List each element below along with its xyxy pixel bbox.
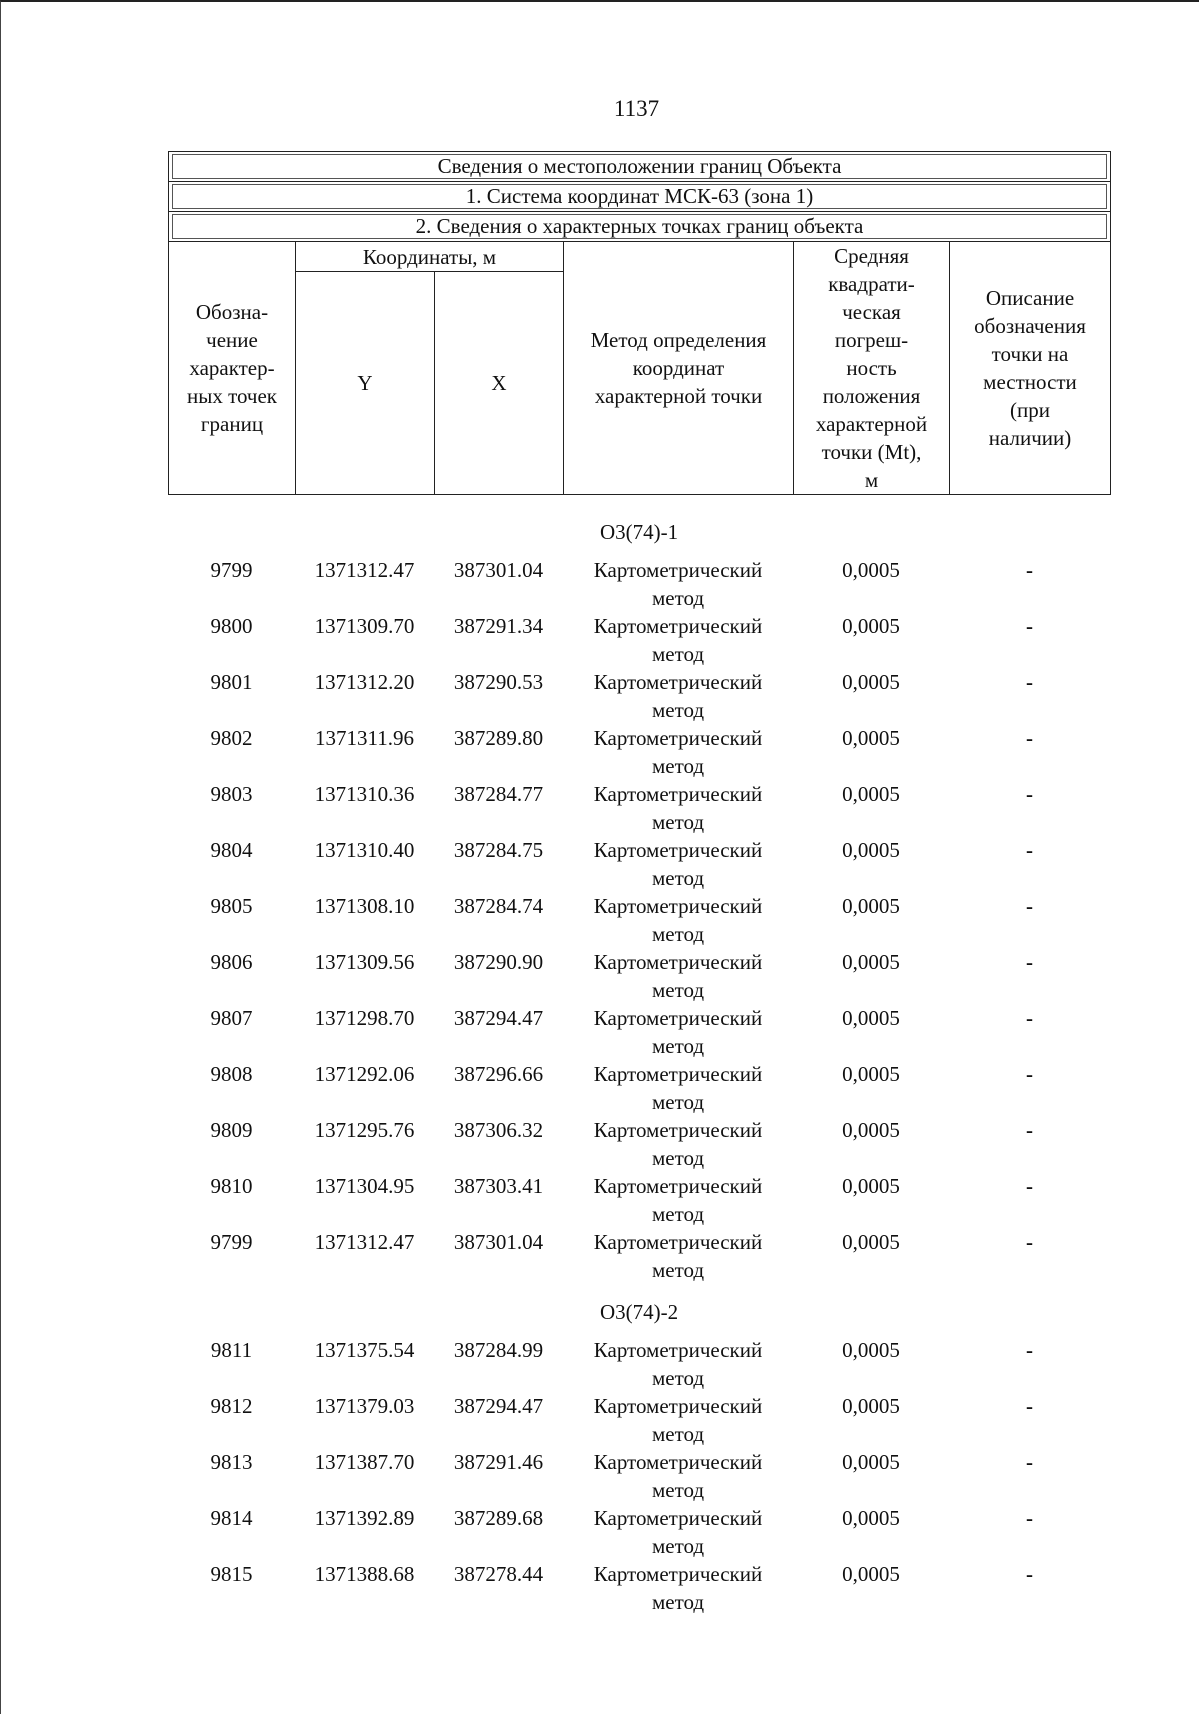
y-coordinate-cell: 1371312.47 (314, 558, 415, 582)
description-cell: - (1026, 950, 1034, 974)
y-coordinate-cell: 1371309.70 (314, 614, 415, 638)
error-cell: 0,0005 (842, 614, 900, 638)
y-coordinate-cell: 1371308.10 (314, 894, 415, 918)
error-cell: 0,0005 (842, 894, 900, 918)
y-coordinate-cell: 1371311.96 (315, 726, 414, 750)
point-id-cell: 9801 (210, 670, 253, 694)
x-coordinate-cell: 387289.80 (453, 726, 544, 750)
y-coordinate-cell: 1371309.56 (314, 950, 415, 974)
table-row (168, 1116, 1110, 1172)
description-cell: - (1026, 670, 1034, 694)
method-cell: Картометрический метод (593, 1174, 763, 1226)
x-coordinate-cell: 387294.47 (453, 1394, 544, 1418)
error-cell: 0,0005 (842, 1118, 900, 1142)
error-cell: 0,0005 (842, 1230, 900, 1254)
description-cell: - (1026, 1394, 1034, 1418)
table-row (168, 1336, 1110, 1392)
description-cell: - (1026, 1174, 1034, 1198)
table-row (168, 1060, 1110, 1116)
method-cell: Картометрический метод (593, 1394, 763, 1446)
section-title: О3(74)-1 (599, 520, 679, 544)
y-coordinate-cell: 1371375.54 (314, 1338, 415, 1362)
column-header-method: Метод определения координат характерной точки (564, 242, 794, 495)
x-coordinate-cell: 387291.34 (453, 614, 544, 638)
point-id-cell: 9815 (210, 1562, 253, 1586)
header-title-1: Сведения о местоположении границ Объекта (172, 154, 1107, 179)
table-row (168, 556, 1110, 612)
point-id-cell: 9800 (210, 614, 253, 638)
x-coordinate-cell: 387296.66 (453, 1062, 544, 1086)
description-cell: - (1026, 894, 1034, 918)
description-cell: - (1026, 558, 1034, 582)
error-cell: 0,0005 (842, 838, 900, 862)
x-coordinate-cell: 387306.32 (453, 1118, 544, 1142)
point-id-cell: 9803 (210, 782, 253, 806)
method-cell: Картометрический метод (593, 894, 763, 946)
table-row (168, 1560, 1110, 1616)
description-cell: - (1026, 1338, 1034, 1362)
error-cell: 0,0005 (842, 1006, 900, 1030)
error-cell: 0,0005 (842, 558, 900, 582)
points-table (168, 508, 1110, 1616)
point-id-cell: 9812 (210, 1394, 253, 1418)
section-row (168, 508, 1110, 556)
method-cell: Картометрический метод (593, 1562, 763, 1614)
x-coordinate-cell: 387284.99 (453, 1338, 544, 1362)
point-id-cell: 9807 (210, 1006, 253, 1030)
description-cell: - (1026, 782, 1034, 806)
method-cell: Картометрический метод (593, 1230, 763, 1282)
description-cell: - (1026, 1450, 1034, 1474)
point-id-cell: 9802 (210, 726, 253, 750)
header-title-3: 2. Сведения о характерных точках границ объекта (172, 214, 1107, 239)
point-id-cell: 9814 (210, 1506, 253, 1530)
table-row (168, 948, 1110, 1004)
method-cell: Картометрический метод (593, 1506, 763, 1558)
point-id-cell: 9806 (210, 950, 253, 974)
method-cell: Картометрический метод (593, 670, 763, 722)
table-row (168, 1392, 1110, 1448)
error-cell: 0,0005 (842, 1562, 900, 1586)
error-cell: 0,0005 (842, 1174, 900, 1198)
method-cell: Картометрический метод (593, 614, 763, 666)
table-row (168, 780, 1110, 836)
column-header-designation: Обозна- чение характер- ных точек границ (169, 242, 296, 495)
y-coordinate-cell: 1371387.70 (314, 1450, 415, 1474)
description-cell: - (1026, 1006, 1034, 1030)
method-cell: Картометрический метод (593, 726, 763, 778)
error-cell: 0,0005 (842, 1394, 900, 1418)
header-title-2: 1. Система координат МСК-63 (зона 1) (172, 184, 1107, 209)
header-table (168, 151, 1111, 495)
method-cell: Картометрический метод (593, 1450, 763, 1502)
error-cell: 0,0005 (842, 1338, 900, 1362)
y-coordinate-cell: 1371392.89 (314, 1506, 415, 1530)
table-row (168, 724, 1110, 780)
table-row (168, 1504, 1110, 1560)
point-id-cell: 9809 (210, 1118, 253, 1142)
point-id-cell: 9810 (210, 1174, 253, 1198)
table-row (168, 892, 1110, 948)
table-row (168, 612, 1110, 668)
method-cell: Картометрический метод (593, 1006, 763, 1058)
error-cell: 0,0005 (842, 1450, 900, 1474)
table-row (168, 1228, 1110, 1284)
x-coordinate-cell: 387290.90 (453, 950, 544, 974)
x-coordinate-cell: 387303.41 (453, 1174, 544, 1198)
x-coordinate-cell: 387284.74 (453, 894, 544, 918)
x-coordinate-cell: 387301.04 (453, 1230, 544, 1254)
x-coordinate-cell: 387301.04 (453, 558, 544, 582)
column-header-description: Описание обозначения точки на местности (при наличии) (950, 242, 1111, 495)
y-coordinate-cell: 1371292.06 (314, 1062, 415, 1086)
error-cell: 0,0005 (842, 782, 900, 806)
table-row (168, 1172, 1110, 1228)
method-cell: Картометрический метод (593, 782, 763, 834)
method-cell: Картометрический метод (593, 838, 763, 890)
column-header-y: Y (296, 272, 435, 495)
error-cell: 0,0005 (842, 1062, 900, 1086)
point-id-cell: 9805 (210, 894, 253, 918)
error-cell: 0,0005 (842, 950, 900, 974)
description-cell: - (1026, 1118, 1034, 1142)
error-cell: 0,0005 (842, 726, 900, 750)
y-coordinate-cell: 1371312.20 (314, 670, 415, 694)
description-cell: - (1026, 1506, 1034, 1530)
point-id-cell: 9799 (210, 558, 253, 582)
method-cell: Картометрический метод (593, 1118, 763, 1170)
section-title: О3(74)-2 (599, 1300, 679, 1324)
x-coordinate-cell: 387291.46 (453, 1450, 544, 1474)
point-id-cell: 9804 (210, 838, 253, 862)
column-header-x: X (435, 272, 564, 495)
point-id-cell: 9799 (210, 1230, 253, 1254)
x-coordinate-cell: 387290.53 (453, 670, 544, 694)
point-id-cell: 9813 (210, 1450, 253, 1474)
section-row (168, 1284, 1110, 1336)
x-coordinate-cell: 387294.47 (453, 1006, 544, 1030)
table-row (168, 1004, 1110, 1060)
table-row (168, 668, 1110, 724)
y-coordinate-cell: 1371310.40 (314, 838, 415, 862)
table-row (168, 836, 1110, 892)
error-cell: 0,0005 (842, 670, 900, 694)
description-cell: - (1026, 1230, 1034, 1254)
y-coordinate-cell: 1371388.68 (314, 1562, 415, 1586)
column-header-coordinates: Координаты, м (296, 242, 564, 272)
table-row (168, 1448, 1110, 1504)
method-cell: Картометрический метод (593, 950, 763, 1002)
x-coordinate-cell: 387278.44 (453, 1562, 544, 1586)
y-coordinate-cell: 1371295.76 (314, 1118, 415, 1142)
x-coordinate-cell: 387289.68 (453, 1506, 544, 1530)
description-cell: - (1026, 726, 1034, 750)
method-cell: Картометрический метод (593, 1062, 763, 1114)
description-cell: - (1026, 1562, 1034, 1586)
x-coordinate-cell: 387284.77 (453, 782, 544, 806)
method-cell: Картометрический метод (593, 558, 763, 610)
y-coordinate-cell: 1371379.03 (314, 1394, 415, 1418)
page-number: 1137 (613, 96, 660, 121)
point-id-cell: 9811 (210, 1338, 253, 1362)
x-coordinate-cell: 387284.75 (453, 838, 544, 862)
y-coordinate-cell: 1371312.47 (314, 1230, 415, 1254)
points-table-body (168, 508, 1110, 1616)
y-coordinate-cell: 1371304.95 (314, 1174, 415, 1198)
column-header-error: Средняя квадрати- ческая погреш- ность положения характерной точки (Mt), м (794, 242, 950, 495)
description-cell: - (1026, 614, 1034, 638)
description-cell: - (1026, 838, 1034, 862)
y-coordinate-cell: 1371310.36 (314, 782, 415, 806)
method-cell: Картометрический метод (593, 1338, 763, 1390)
description-cell: - (1026, 1062, 1034, 1086)
y-coordinate-cell: 1371298.70 (314, 1006, 415, 1030)
point-id-cell: 9808 (210, 1062, 253, 1086)
error-cell: 0,0005 (842, 1506, 900, 1530)
